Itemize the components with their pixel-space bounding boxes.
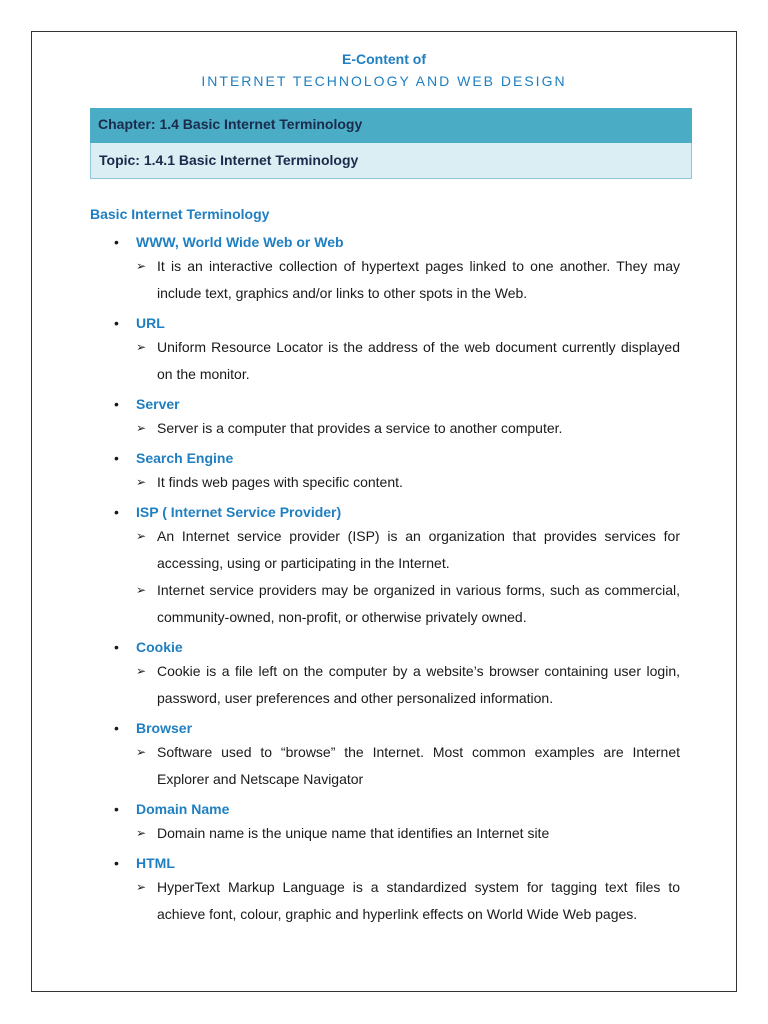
term-description — [90, 874, 680, 928]
bullet-icon: • — [114, 801, 119, 817]
term-description-text: Domain name is the unique name that identifies an Internet site — [157, 825, 550, 841]
terms-list — [90, 232, 680, 928]
term-description-text: Cookie is a file left on the computer by a website’s browser containing user login, password, user preferences and other personalized information. — [157, 663, 680, 706]
arrow-bullet-icon: ➢ — [136, 259, 147, 273]
arrow-bullet-icon: ➢ — [136, 664, 147, 678]
term-title: HTML — [136, 855, 175, 871]
arrow-bullet-icon: ➢ — [136, 529, 147, 543]
term-title: WWW, World Wide Web or Web — [136, 234, 344, 250]
term-title: URL — [136, 315, 165, 331]
bullet-icon: • — [114, 720, 119, 736]
term-description-text: It finds web pages with specific content. — [157, 474, 403, 490]
term-description-text: Internet service providers may be organized in various forms, such as commercial, community-owned, non-profit, or otherwise privately owned. — [157, 582, 680, 625]
term-description — [90, 739, 680, 793]
arrow-bullet-icon: ➢ — [136, 745, 147, 759]
arrow-bullet-icon: ➢ — [136, 583, 147, 597]
term-description-text: HyperText Markup Language is a standardized system for tagging text files to achieve font, colour, graphic and hyperlink effects on World Wide Web pages. — [157, 879, 680, 922]
term-domain-name — [90, 799, 680, 820]
term-description — [90, 658, 680, 712]
bullet-icon: • — [114, 450, 119, 466]
term-www — [90, 232, 680, 253]
term-title: Browser — [136, 720, 193, 736]
bullet-icon: • — [114, 504, 119, 520]
term-description-text: Software used to “browse” the Internet. Most common examples are Internet Explorer and Netscape Navigator — [157, 744, 680, 787]
arrow-bullet-icon: ➢ — [136, 340, 147, 354]
term-description — [90, 415, 680, 442]
term-title: Server — [136, 396, 180, 412]
term-search-engine — [90, 448, 680, 469]
term-description — [90, 820, 680, 847]
document-header-course-title: INTERNET TECHNOLOGY AND WEB DESIGN — [201, 73, 567, 89]
term-browser — [90, 718, 680, 739]
arrow-bullet-icon: ➢ — [136, 826, 147, 840]
term-description-text: Uniform Resource Locator is the address of the web document currently displayed on the monitor. — [157, 339, 680, 382]
bullet-icon: • — [114, 315, 119, 331]
term-title: Cookie — [136, 639, 183, 655]
bullet-icon: • — [114, 639, 119, 655]
term-description — [90, 469, 680, 496]
topic-banner: Topic: 1.4.1 Basic Internet Terminology — [90, 143, 692, 179]
term-description-text: An Internet service provider (ISP) is an organization that provides services for accessing, using or participating in the Internet. — [157, 528, 680, 571]
term-description-text: Server is a computer that provides a service to another computer. — [157, 420, 563, 436]
term-description — [90, 253, 680, 307]
term-description — [90, 577, 680, 631]
term-description — [90, 334, 680, 388]
term-description — [90, 523, 680, 577]
term-cookie — [90, 637, 680, 658]
term-title: ISP ( Internet Service Provider) — [136, 504, 342, 520]
document-header-econtent: E-Content of — [342, 51, 426, 67]
arrow-bullet-icon: ➢ — [136, 421, 147, 435]
term-server — [90, 394, 680, 415]
term-description-text: It is an interactive collection of hypertext pages linked to one another. They may include text, graphics and/or links to other spots in the Web. — [157, 258, 680, 301]
term-html — [90, 853, 680, 874]
bullet-icon: • — [114, 396, 119, 412]
term-title: Search Engine — [136, 450, 234, 466]
term-title: Domain Name — [136, 801, 230, 817]
term-isp — [90, 502, 680, 523]
arrow-bullet-icon: ➢ — [136, 475, 147, 489]
bullet-icon: • — [114, 855, 119, 871]
bullet-icon: • — [114, 234, 119, 250]
arrow-bullet-icon: ➢ — [136, 880, 147, 894]
term-url — [90, 313, 680, 334]
section-title: Basic Internet Terminology — [90, 206, 270, 222]
chapter-banner: Chapter: 1.4 Basic Internet Terminology — [90, 108, 692, 143]
